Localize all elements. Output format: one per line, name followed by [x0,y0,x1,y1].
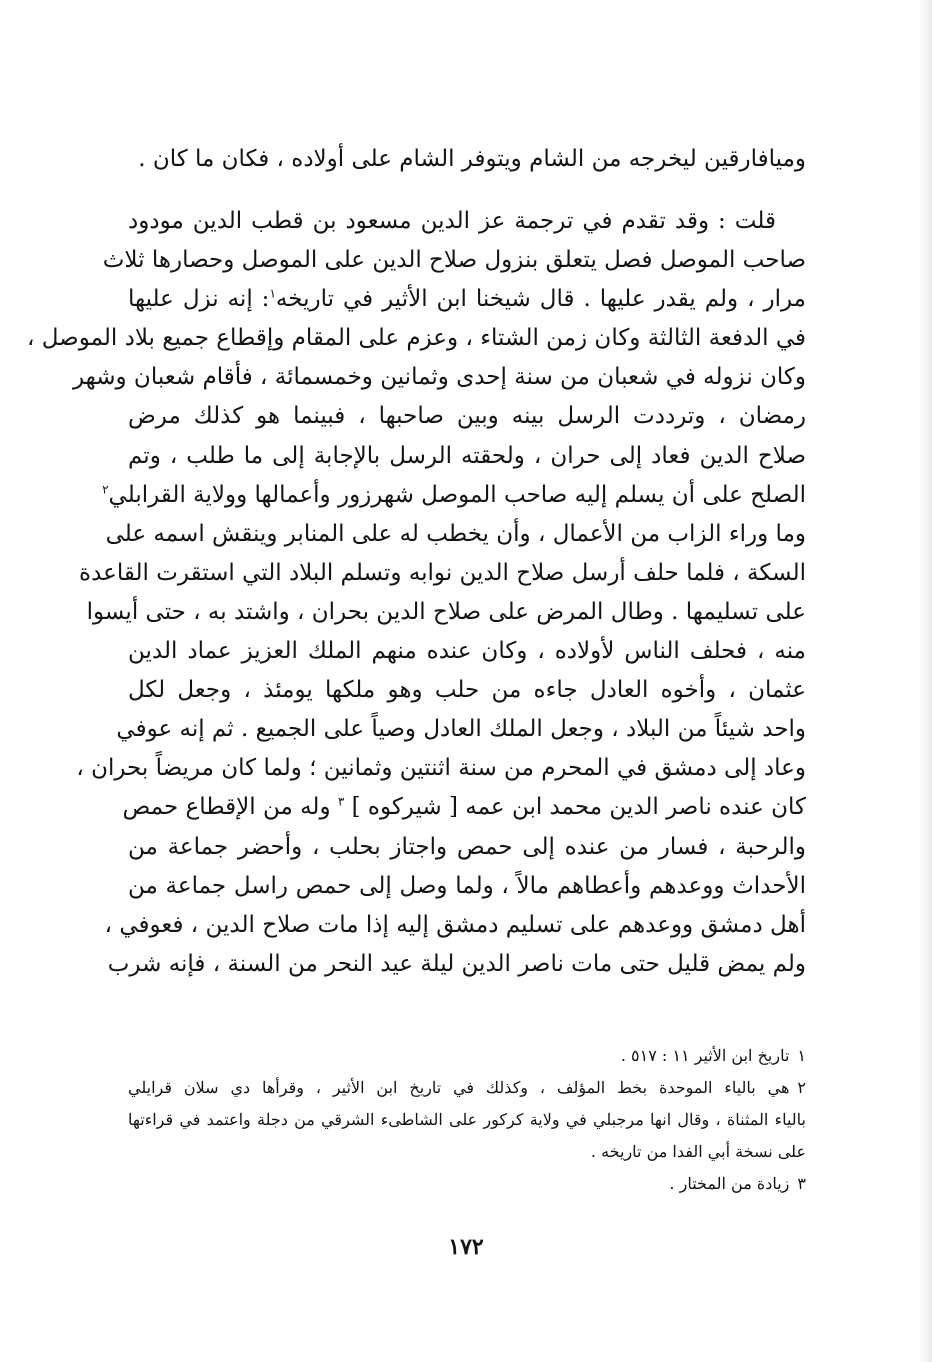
footnote-text: على نسخة أبي الفدا من تاريخه . [590,1142,806,1161]
opening-line [128,138,806,180]
text-line-part: : إنه نزل عليها [128,286,270,313]
footnote-number: ٢ [797,1078,806,1097]
footnote-item [128,1072,806,1104]
footnote-number: ١ [797,1046,806,1065]
text-line [128,280,806,319]
footnote-item [128,1040,806,1072]
footnotes [128,1040,806,1200]
text-line [102,476,806,515]
footnote-text: بالياء المثناة ، وقال انها مرجبلي في ولاية كركور على الشاطىء الشرقي من دجلة واعتمد في قراءتها [128,1110,806,1129]
footnote-number: ٣ [797,1174,806,1193]
text-line [122,788,806,827]
text-line: واحد شيئاً من البلاد ، وجعل الملك العادل وصياً على الجميع . ثم إنه عوفي [116,716,806,743]
text-line: أهل دمشق ووعدهم على تسليم دمشق إليه إذا مات صلاح الدين ، فعوفي ، [104,911,806,938]
scan-edge-shadow [918,0,932,1362]
footnote-text: زيادة من المختار . [669,1174,790,1193]
text-line: على تسليمها . وطال المرض على صلاح الدين بحران ، واشتد به ، حتى أيسوا [86,598,806,625]
footnote-item [128,1104,806,1136]
text-line: الأحداث ووعدهم وأعطاهم مالاً ، ولما وصل إلى حمص راسل جماعة من [128,872,806,899]
text-line: وعاد إلى دمشق في المحرم من سنة اثنتين وثمانين ؛ ولما كان مريضاً بحران ، [76,755,806,782]
text-line: منه ، فحلف الناس لأولاده ، وكان عنده منهم الملك العزيز عماد الدين [128,638,806,665]
main-paragraph [27,202,806,984]
footnote-text: هي بالياء الموحدة بخط المؤلف ، وكذلك في تاريخ ابن الأثير ، وقرأها دي سلان قرايلي [128,1078,790,1097]
text-line: والرحبة ، فسار من عنده إلى حمص واجتاز بحلب ، وأحضر جماعة من [128,833,806,860]
footnote-marker-1: ١ [269,286,276,301]
text-line: رمضان ، وترددت الرسل بينه وبين صاحبها ، فبينما هو كذلك مرض [128,403,806,430]
text-line: صاحب الموصل فصل يتعلق بنزول صلاح الدين على الموصل وحصارها ثلاث [102,247,806,274]
text-line: ولم يمض قليل حتى مات ناصر الدين ليلة عيد النحر من السنة ، فإنه شرب [107,950,806,977]
footnote-marker-3: ٣ [337,794,345,809]
text-line: وما وراء الزاب من الأعمال ، وأن يخطب له على المنابر وينقش اسمه على [105,520,806,547]
text-line-part: كان عنده ناصر الدين محمد ابن عمه [ شيركوه ] [351,794,806,821]
opening-line-text: وميافارقين ليخرجه من الشام ويتوفر الشام على أولاده ، فكان ما كان . [138,146,806,172]
text-line-part: وله من الإقطاع حمص [122,794,331,821]
text-line: السكة ، فلما حلف أرسل صلاح الدين نوابه وتسلم البلاد التي استقرت القاعدة [79,559,806,586]
text-line: قلت : وقد تقدم في ترجمة عز الدين مسعود بن قطب الدين مودود [128,208,776,234]
text-line-part: مرار ، ولم يقدر عليها . قال شيخنا ابن الأثير في تاريخه [275,286,806,313]
text-line: صلاح الدين فعاد إلى حران ، ولحقته الرسل بالإجابة إلى ما طلب ، وتم [128,442,806,469]
text-line: في الدفعة الثالثة وكان زمن الشتاء ، وعزم على المقام وإقطاع جميع بلاد الموصل ، [27,325,806,352]
footnote-item [128,1136,806,1168]
footnote-item [128,1168,806,1200]
text-line: وكان نزوله في شعبان من سنة إحدى وثمانين وخمسمائة ، فأقام شعبان وشهر [72,364,806,391]
footnote-marker-2: ٢ [102,482,109,496]
page-number: ١٧٢ [448,1234,484,1260]
text-line-part: الصلح على أن يسلم إليه صاحب الموصل شهرزور وأعمالها وولاية القرابلي [108,481,806,508]
footnote-text: تاريخ ابن الأثير ١١ : ٥١٧ . [620,1046,790,1065]
text-line: عثمان ، وأخوه العادل جاءه من حلب وهو ملكها يومئذ ، وجعل لكل [128,677,806,704]
